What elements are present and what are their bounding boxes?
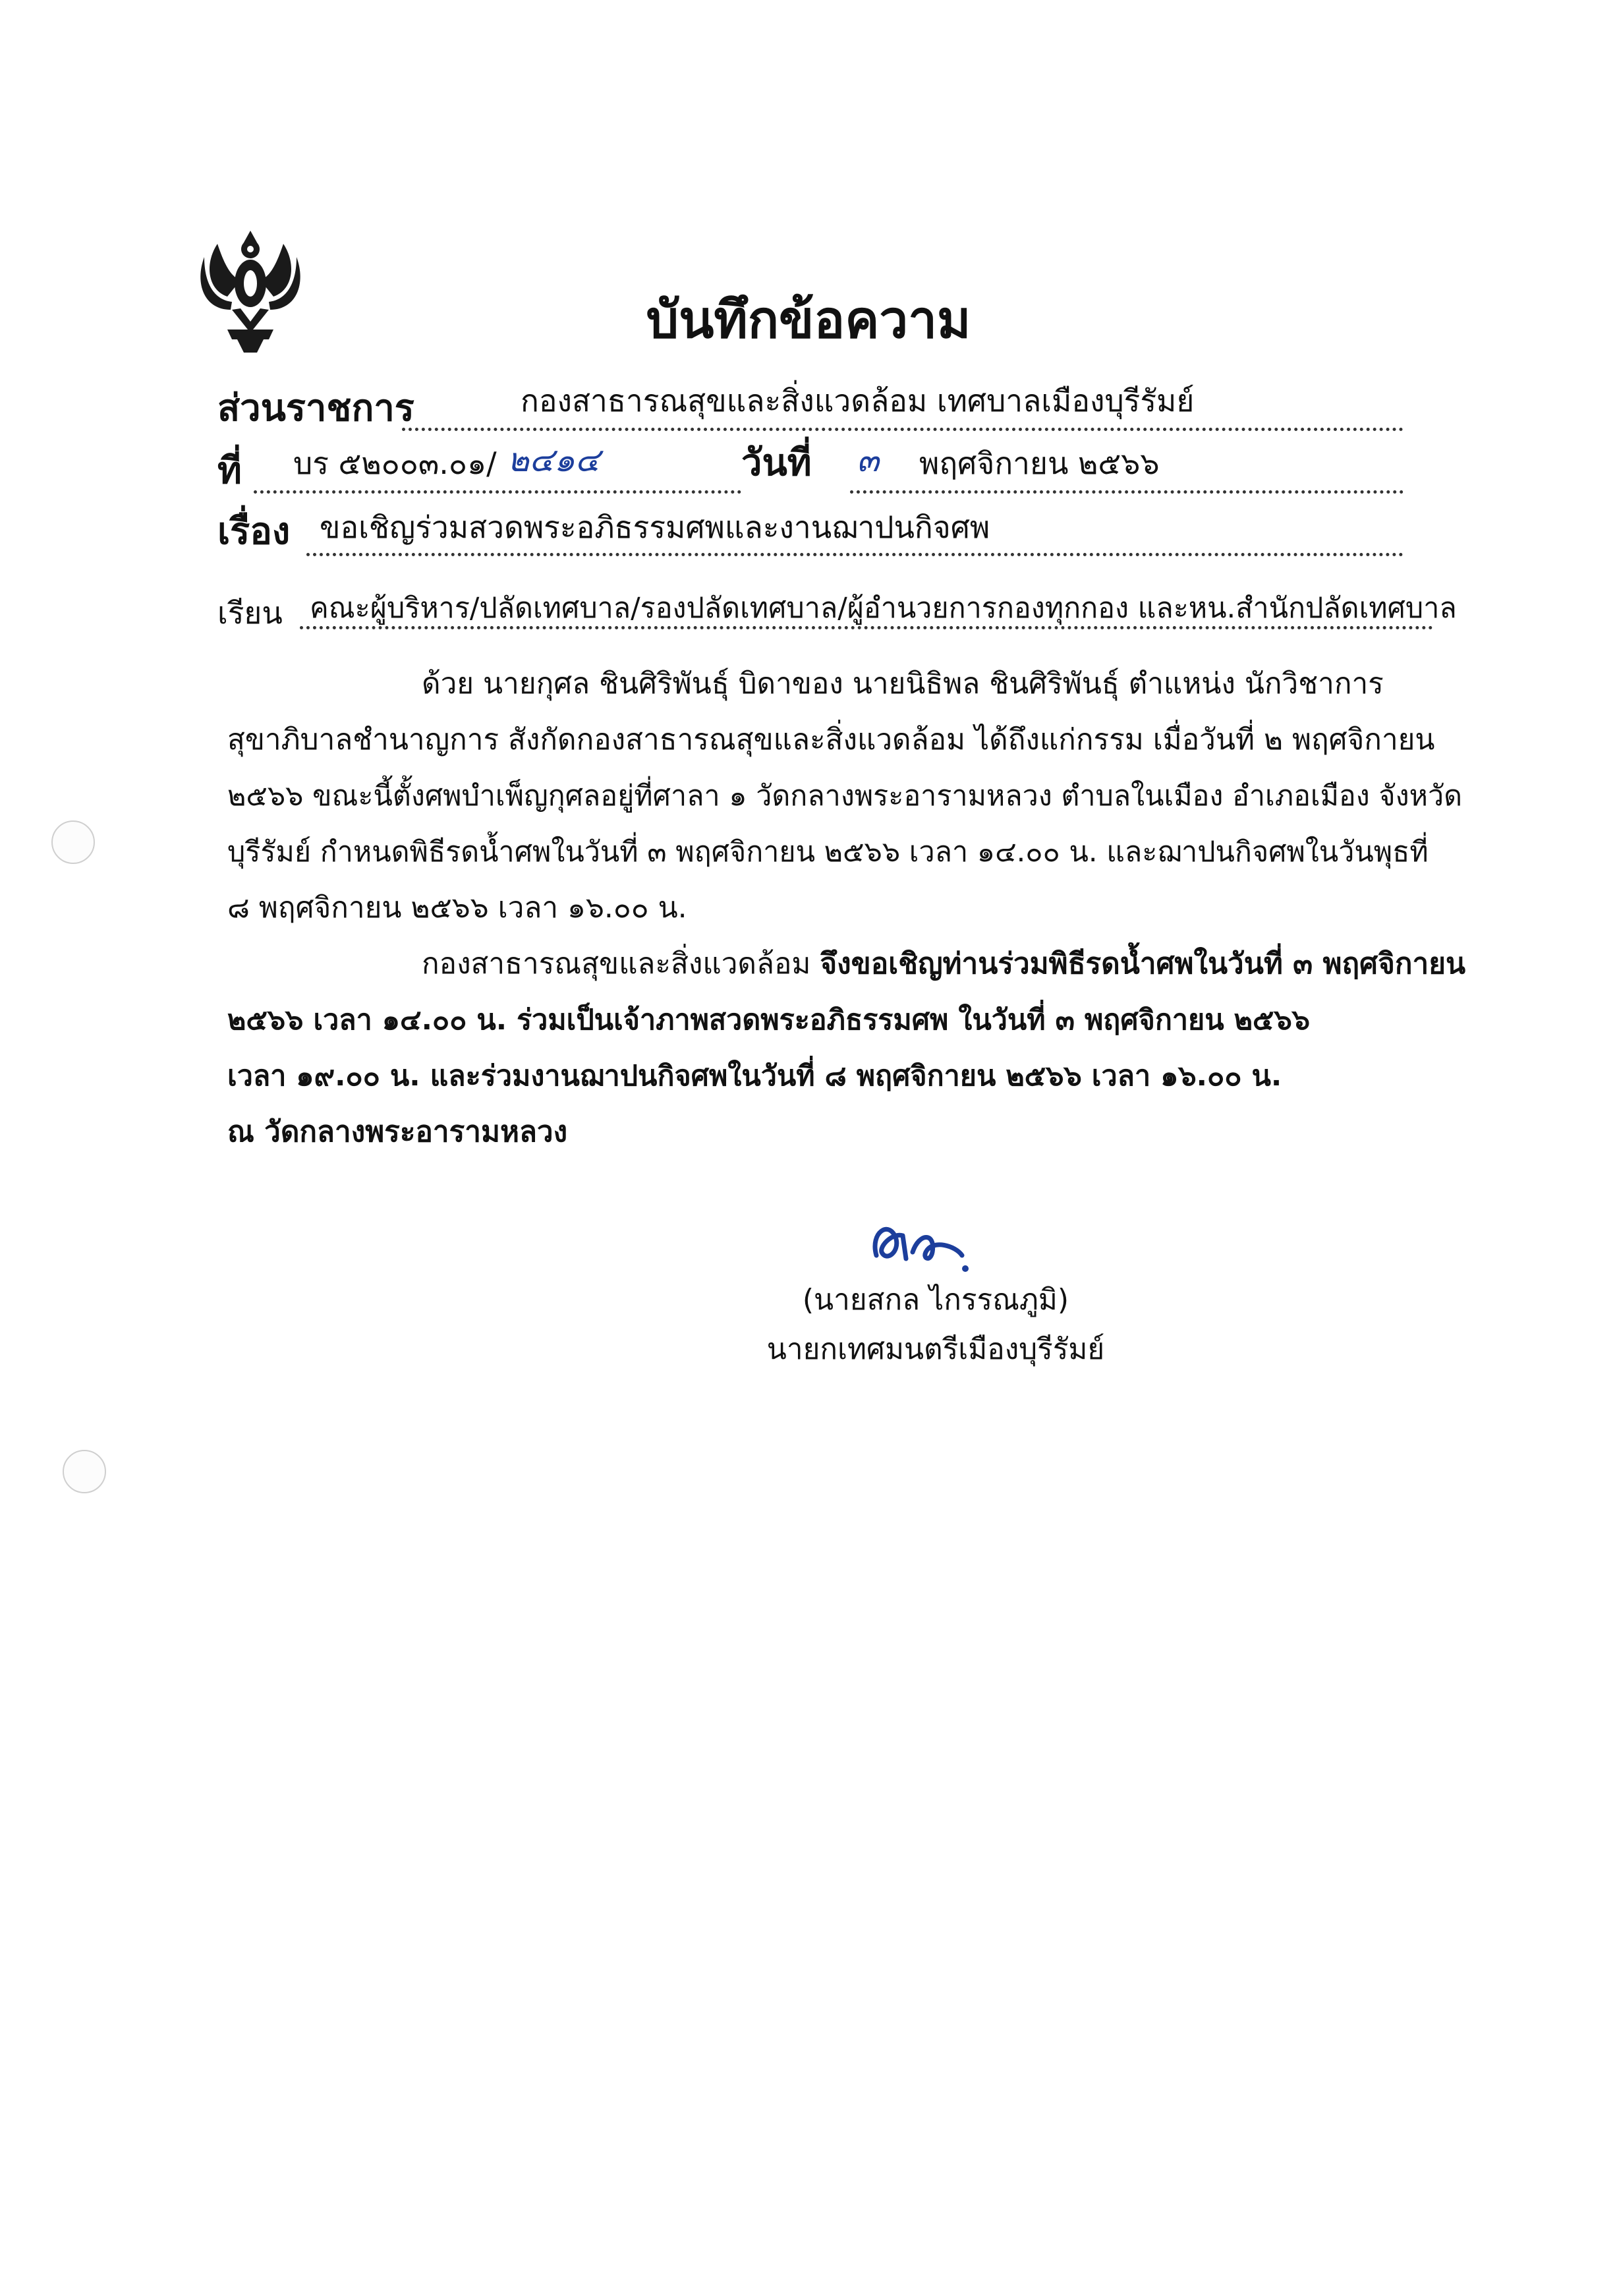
para2-line-2: ๒๕๖๖ เวลา ๑๔.๐๐ น. ร่วมเป็นเจ้าภาพสวดพระอภิธรรมศพ ในวันที่ ๓ พฤศจิกายน ๒๕๖๖: [227, 1004, 1311, 1037]
subject-value: ขอเชิญร่วมสวดพระอภิธรรมศพและงานฌาปนกิจศพ: [320, 509, 990, 545]
para2-lead: กองสาธารณสุขและสิ่งแวดล้อม: [422, 947, 820, 981]
department-label: ส่วนราชการ: [217, 387, 414, 430]
handwritten-signature: [857, 1206, 988, 1278]
para1-line-3: ๒๕๖๖ ขณะนี้ตั้งศพบำเพ็ญกุศลอยู่ที่ศาลา ๑ วัดกลางพระอารามหลวง ตำบลในเมือง อำเภอเมือง จังหวัด: [227, 780, 1463, 813]
date-day-handwritten: ๓: [857, 441, 880, 479]
ref-label: ที่: [217, 449, 242, 492]
signer-position: นายกเทศมนตรีเมืองบุรีรัมย์: [766, 1333, 1105, 1366]
subject-label: เรื่อง: [217, 510, 291, 553]
memo-title: บันทึกข้อความ: [646, 291, 971, 350]
punch-hole-top: [51, 820, 95, 864]
ref-number: บร ๕๒๐๐๓.๐๑/: [293, 445, 497, 481]
para1-line-5: ๘ พฤศจิกายน ๒๕๖๖ เวลา ๑๖.๐๐ น.: [227, 891, 687, 925]
para1-line-4: บุรีรัมย์ กำหนดพิธีรดน้ำศพในวันที่ ๓ พฤศจิกายน ๒๕๖๖ เวลา ๑๔.๐๐ น. และฌาปนกิจศพในวันพุธที่: [227, 836, 1429, 869]
para2-invite: จึงขอเชิญท่านร่วมพิธีรดน้ำศพในวันที่ ๓ พฤศจิกายน: [820, 947, 1466, 981]
salutation-label: เรียน: [217, 595, 283, 631]
ref-number-handwritten: ๒๔๑๔: [507, 441, 600, 479]
salutation-value: คณะผู้บริหาร/ปลัดเทศบาล/รองปลัดเทศบาล/ผู้อำนวยการกองทุกกอง และหน.สำนักปลัดเทศบาล: [310, 592, 1457, 625]
signer-name: (นายสกล ไกรรณภูมิ): [802, 1283, 1069, 1317]
department-value: กองสาธารณสุขและสิ่งแวดล้อม เทศบาลเมืองบุรีรัมย์: [521, 383, 1195, 418]
punch-hole-bottom: [63, 1450, 106, 1493]
para1-line-1: ด้วย นายกุศล ชินศิริพันธุ์ บิดาของ นายนิธิพล ชินศิริพันธุ์ ตำแหน่ง นักวิชาการ: [422, 667, 1384, 701]
date-value: พฤศจิกายน ๒๕๖๖: [919, 445, 1160, 481]
date-label: วันที่: [741, 442, 812, 484]
para2-line-1: [422, 946, 1465, 983]
para2-line-3: เวลา ๑๙.๐๐ น. และร่วมงานฌาปนกิจศพในวันที่ ๘ พฤศจิกายน ๒๕๖๖ เวลา ๑๖.๐๐ น.: [227, 1060, 1282, 1093]
para1-line-2: สุขาภิบาลชำนาญการ สังกัดกองสาธารณสุขและสิ่งแวดล้อม ได้ถึงแก่กรรม เมื่อวันที่ ๒ พฤศจิกายน: [227, 723, 1435, 757]
para2-line-4: ณ วัดกลางพระอารามหลวง: [227, 1115, 568, 1149]
